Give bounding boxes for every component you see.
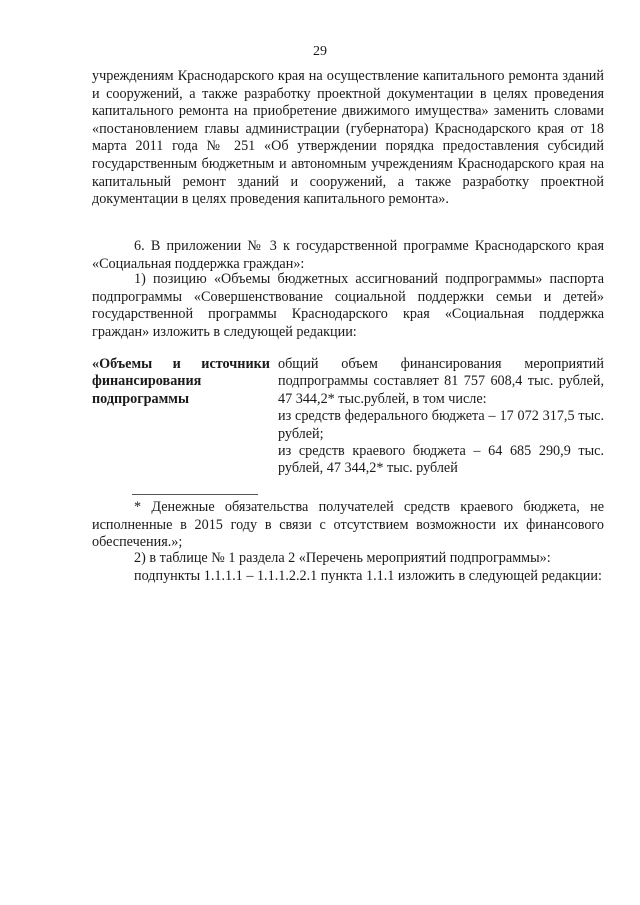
subitem-2-paragraph: 2) в таблице № 1 раздела 2 «Перечень мероприятий подпрограммы»:	[134, 550, 551, 566]
intro-paragraph: учреждениям Краснодарского края на осуществление капитального ремонта зданий и сооружений, а также разработку проектной документации в целях проведения капитального ремонта на приобретение движимого имущества» заменить словами «постановлением главы администрации (губернатора) Краснодарского края от 18 марта 2011 года № 251 «Об утверждении порядка предоставления субсидий государственным бюджетным и автономным учреждениям Краснодарского края на капитальный ремонт зданий и сооружений, а также разработку проектной документации в целях проведения капитального ремонта».	[92, 68, 604, 208]
item-6-block	[92, 238, 604, 273]
footnote-text: * Денежные обязательства получателей средств краевого бюджета, не исполненные в 2015 году в связи с отсутствием возможности их финансового обеспечения.»;	[92, 499, 604, 551]
table-content-cell	[278, 356, 604, 478]
funding-federal: из средств федерального бюджета – 17 072 317,5 тыс. рублей;	[278, 408, 604, 442]
item-6-paragraph: 6. В приложении № 3 к государственной программе Краснодарского края «Социальная поддержка граждан»:	[92, 238, 604, 272]
passport-table	[92, 356, 604, 478]
funding-regional: из средств краевого бюджета – 64 685 290,9 тыс. рублей, 47 344,2* тыс. рублей	[278, 443, 604, 477]
footnote-divider	[132, 494, 258, 495]
subitem-2-detail: подпункты 1.1.1.1 – 1.1.1.2.2.1 пункта 1.1.1 изложить в следующей редакции:	[134, 567, 602, 584]
subitem-1-paragraph: 1) позицию «Объемы бюджетных ассигнований подпрограммы» паспорта подпрограммы «Совершенствование социальной поддержки семьи и детей» государственной программы Краснодарского края «Социальная поддержка граждан» изложить в следующей редакции:	[92, 271, 604, 340]
intro-paragraph-block	[92, 68, 604, 209]
table-label-cell: «Объемы и источники финансирования подпрограммы	[92, 356, 270, 407]
footnote-block	[92, 499, 604, 552]
page-number: 29	[313, 44, 327, 59]
passport-table-row	[92, 356, 604, 478]
funding-total: общий объем финансирования мероприятий подпрограммы составляет 81 757 608,4 тыс. рублей, 47 344,2* тыс.рублей, в том числе:	[278, 356, 604, 407]
subitem-2-block	[92, 550, 604, 585]
subitem-1-block	[92, 271, 604, 341]
